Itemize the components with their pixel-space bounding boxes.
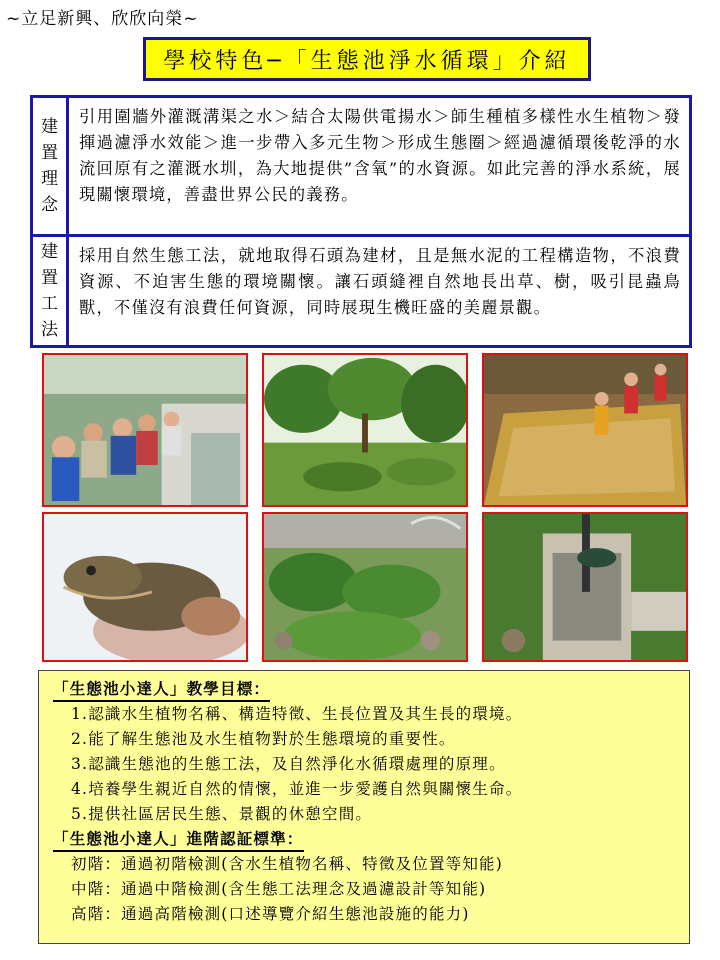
school-motto: ~立足新興、欣欣向榮~ <box>6 9 199 29</box>
concept-idea-text: 引用圍牆外灌溉溝渠之水＞結合太陽供電揚水＞師生種植多樣性水生植物＞發揮過濾淨水效能＞進一步帶入多元生物＞形成生態圈＞經過濾循環後乾淨的水流回原有之灌溉水圳，為大地提供”含氧”的水資源。如此完善的淨水系統，展現關懷環境，善盡世界公民的義務。 <box>79 107 681 204</box>
concept-row-idea <box>33 98 689 237</box>
certification-level: 初階：通過初階檢測(含水生植物名稱、特徵及位置等知能) <box>71 855 503 873</box>
row-heading-char: 念 <box>41 195 58 215</box>
row-heading-char: 置 <box>41 268 58 288</box>
teaching-goals-title: 「生態池小達人」教學目標： <box>53 678 270 702</box>
photo-frog <box>42 512 248 662</box>
row-heading-char: 工 <box>41 294 58 314</box>
certification-level: 高階：通過高階檢測(口述導覽介紹生態池設施的能力) <box>71 905 470 923</box>
concept-method-text: 採用自然生態工法，就地取得石頭為建材，且是無水泥的工程構造物，不浪費資源、不迫害生態的環境關懷。讓石頭縫裡自然地長出草、樹，吸引昆蟲鳥獸，不僅沒有浪費任何資源，同時展現生機旺盛的美麗景觀。 <box>79 246 681 317</box>
row-heading-idea <box>33 98 69 234</box>
teaching-goal-item: 2.能了解生態池及水生植物對於生態環境的重要性。 <box>71 730 456 748</box>
row-heading-char: 法 <box>41 320 58 340</box>
photo-garden-trees <box>262 353 468 507</box>
goals-box <box>38 670 690 944</box>
teaching-goal-item: 4.培養學生親近自然的情懷，並進一步愛護自然與關懷生命。 <box>71 780 523 798</box>
photo-students-planting <box>42 353 248 507</box>
row-heading-method <box>33 237 69 345</box>
concept-table <box>30 95 692 348</box>
row-heading-char: 建 <box>41 117 58 137</box>
row-heading-char: 理 <box>41 169 58 189</box>
photo-pond-plants <box>262 512 468 662</box>
page-title: 學校特色─「生態池淨水循環」介紹 <box>143 37 591 81</box>
photo-building-pond <box>482 353 688 507</box>
photo-water-filter <box>482 512 688 662</box>
concept-row-method <box>33 237 689 345</box>
teaching-goal-item: 3.認識生態池的生態工法，及自然淨化水循環處理的原理。 <box>71 755 506 773</box>
row-heading-char: 建 <box>41 242 58 262</box>
teaching-goal-item: 5.提供社區居民生態、景觀的休憩空間。 <box>71 805 373 823</box>
teaching-goal-item: 1.認識水生植物名稱、構造特徵、生長位置及其生長的環境。 <box>71 705 523 723</box>
row-heading-char: 置 <box>41 143 58 163</box>
certification-level: 中階：通過中階檢測(含生態工法理念及過濾設計等知能) <box>71 880 487 898</box>
certification-title: 「生態池小達人」進階認証標準： <box>53 828 304 852</box>
